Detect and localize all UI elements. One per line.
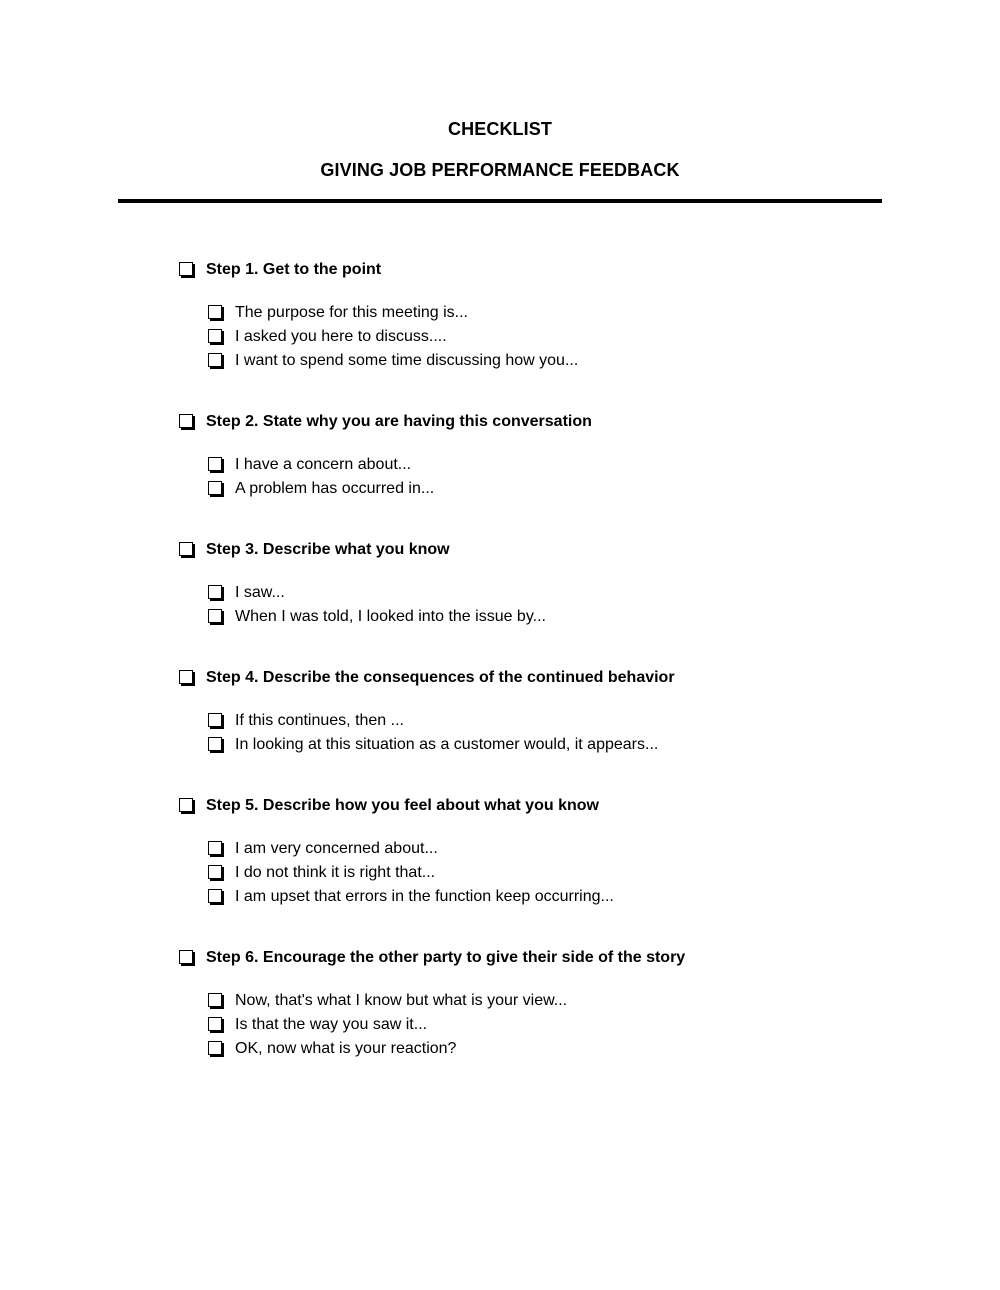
list-item: [208, 1037, 879, 1061]
spacer: [179, 909, 879, 947]
checkbox-icon[interactable]: [179, 950, 193, 964]
checkbox-icon[interactable]: [208, 865, 222, 879]
step-2: [179, 411, 879, 501]
document-title: CHECKLIST: [448, 119, 552, 139]
item-label: I do not think it is right that...: [235, 864, 436, 881]
title-divider: [118, 199, 882, 203]
step-label: Step 2. State why you are having this conversation: [206, 413, 592, 430]
checkbox-icon[interactable]: [208, 585, 222, 599]
checkbox-icon[interactable]: [208, 609, 222, 623]
list-item: [208, 301, 879, 325]
list-item: [208, 709, 879, 733]
step-2-header: [179, 411, 879, 433]
step-2-items: [179, 453, 879, 501]
step-4-header: [179, 667, 879, 689]
item-label: I am very concerned about...: [235, 840, 438, 857]
step-label: Step 5. Describe how you feel about what you know: [206, 797, 599, 814]
spacer: [179, 629, 879, 667]
list-item: [208, 581, 879, 605]
spacer: [179, 373, 879, 411]
checkbox-icon[interactable]: [179, 798, 193, 812]
spacer: [179, 501, 879, 539]
item-label: In looking at this situation as a customer would, it appears...: [235, 736, 659, 753]
step-label: Step 6. Encourage the other party to give their side of the story: [206, 949, 686, 966]
checkbox-icon[interactable]: [208, 353, 222, 367]
step-5-header: [179, 795, 879, 817]
list-item: [208, 837, 879, 861]
checkbox-icon[interactable]: [208, 889, 222, 903]
item-label: When I was told, I looked into the issue by...: [235, 608, 546, 625]
checkbox-icon[interactable]: [208, 1041, 222, 1055]
item-label: Now, that's what I know but what is your view...: [235, 992, 568, 1009]
checkbox-icon[interactable]: [208, 841, 222, 855]
list-item: [208, 733, 879, 757]
step-6-items: [179, 989, 879, 1061]
step-1-items: [179, 301, 879, 373]
list-item: [208, 605, 879, 629]
list-item: [208, 885, 879, 909]
item-label: I asked you here to discuss....: [235, 328, 447, 345]
document-subtitle: GIVING JOB PERFORMANCE FEEDBACK: [320, 160, 680, 180]
step-4-items: [179, 709, 879, 757]
checkbox-icon[interactable]: [208, 329, 222, 343]
list-item: [208, 989, 879, 1013]
item-label: If this continues, then ...: [235, 712, 404, 729]
list-item: [208, 349, 879, 373]
item-label: Is that the way you saw it...: [235, 1016, 428, 1033]
item-label: The purpose for this meeting is...: [235, 304, 468, 321]
step-4: [179, 667, 879, 757]
list-item: [208, 1013, 879, 1037]
step-3-header: [179, 539, 879, 561]
item-label: I saw...: [235, 584, 285, 601]
list-item: [208, 477, 879, 501]
item-label: A problem has occurred in...: [235, 480, 435, 497]
checkbox-icon[interactable]: [179, 414, 193, 428]
spacer: [179, 757, 879, 795]
checkbox-icon[interactable]: [208, 305, 222, 319]
checklist: [179, 259, 879, 1061]
step-5-items: [179, 837, 879, 909]
list-item: [208, 325, 879, 349]
step-label: Step 4. Describe the consequences of the continued behavior: [206, 669, 675, 686]
checkbox-icon[interactable]: [208, 481, 222, 495]
step-5: [179, 795, 879, 909]
checkbox-icon[interactable]: [179, 670, 193, 684]
list-item: [208, 453, 879, 477]
step-1: [179, 259, 879, 373]
checkbox-icon[interactable]: [208, 713, 222, 727]
step-label: Step 1. Get to the point: [206, 261, 382, 278]
step-1-header: [179, 259, 879, 281]
list-item: [208, 861, 879, 885]
step-3: [179, 539, 879, 629]
step-3-items: [179, 581, 879, 629]
step-6: [179, 947, 879, 1061]
checkbox-icon[interactable]: [208, 457, 222, 471]
checkbox-icon[interactable]: [208, 993, 222, 1007]
item-label: I want to spend some time discussing how you...: [235, 352, 579, 369]
item-label: OK, now what is your reaction?: [235, 1040, 457, 1057]
checkbox-icon[interactable]: [179, 542, 193, 556]
checkbox-icon[interactable]: [208, 1017, 222, 1031]
checkbox-icon[interactable]: [179, 262, 193, 276]
step-6-header: [179, 947, 879, 969]
step-label: Step 3. Describe what you know: [206, 541, 450, 558]
item-label: I have a concern about...: [235, 456, 412, 473]
checkbox-icon[interactable]: [208, 737, 222, 751]
item-label: I am upset that errors in the function keep occurring...: [235, 888, 614, 905]
